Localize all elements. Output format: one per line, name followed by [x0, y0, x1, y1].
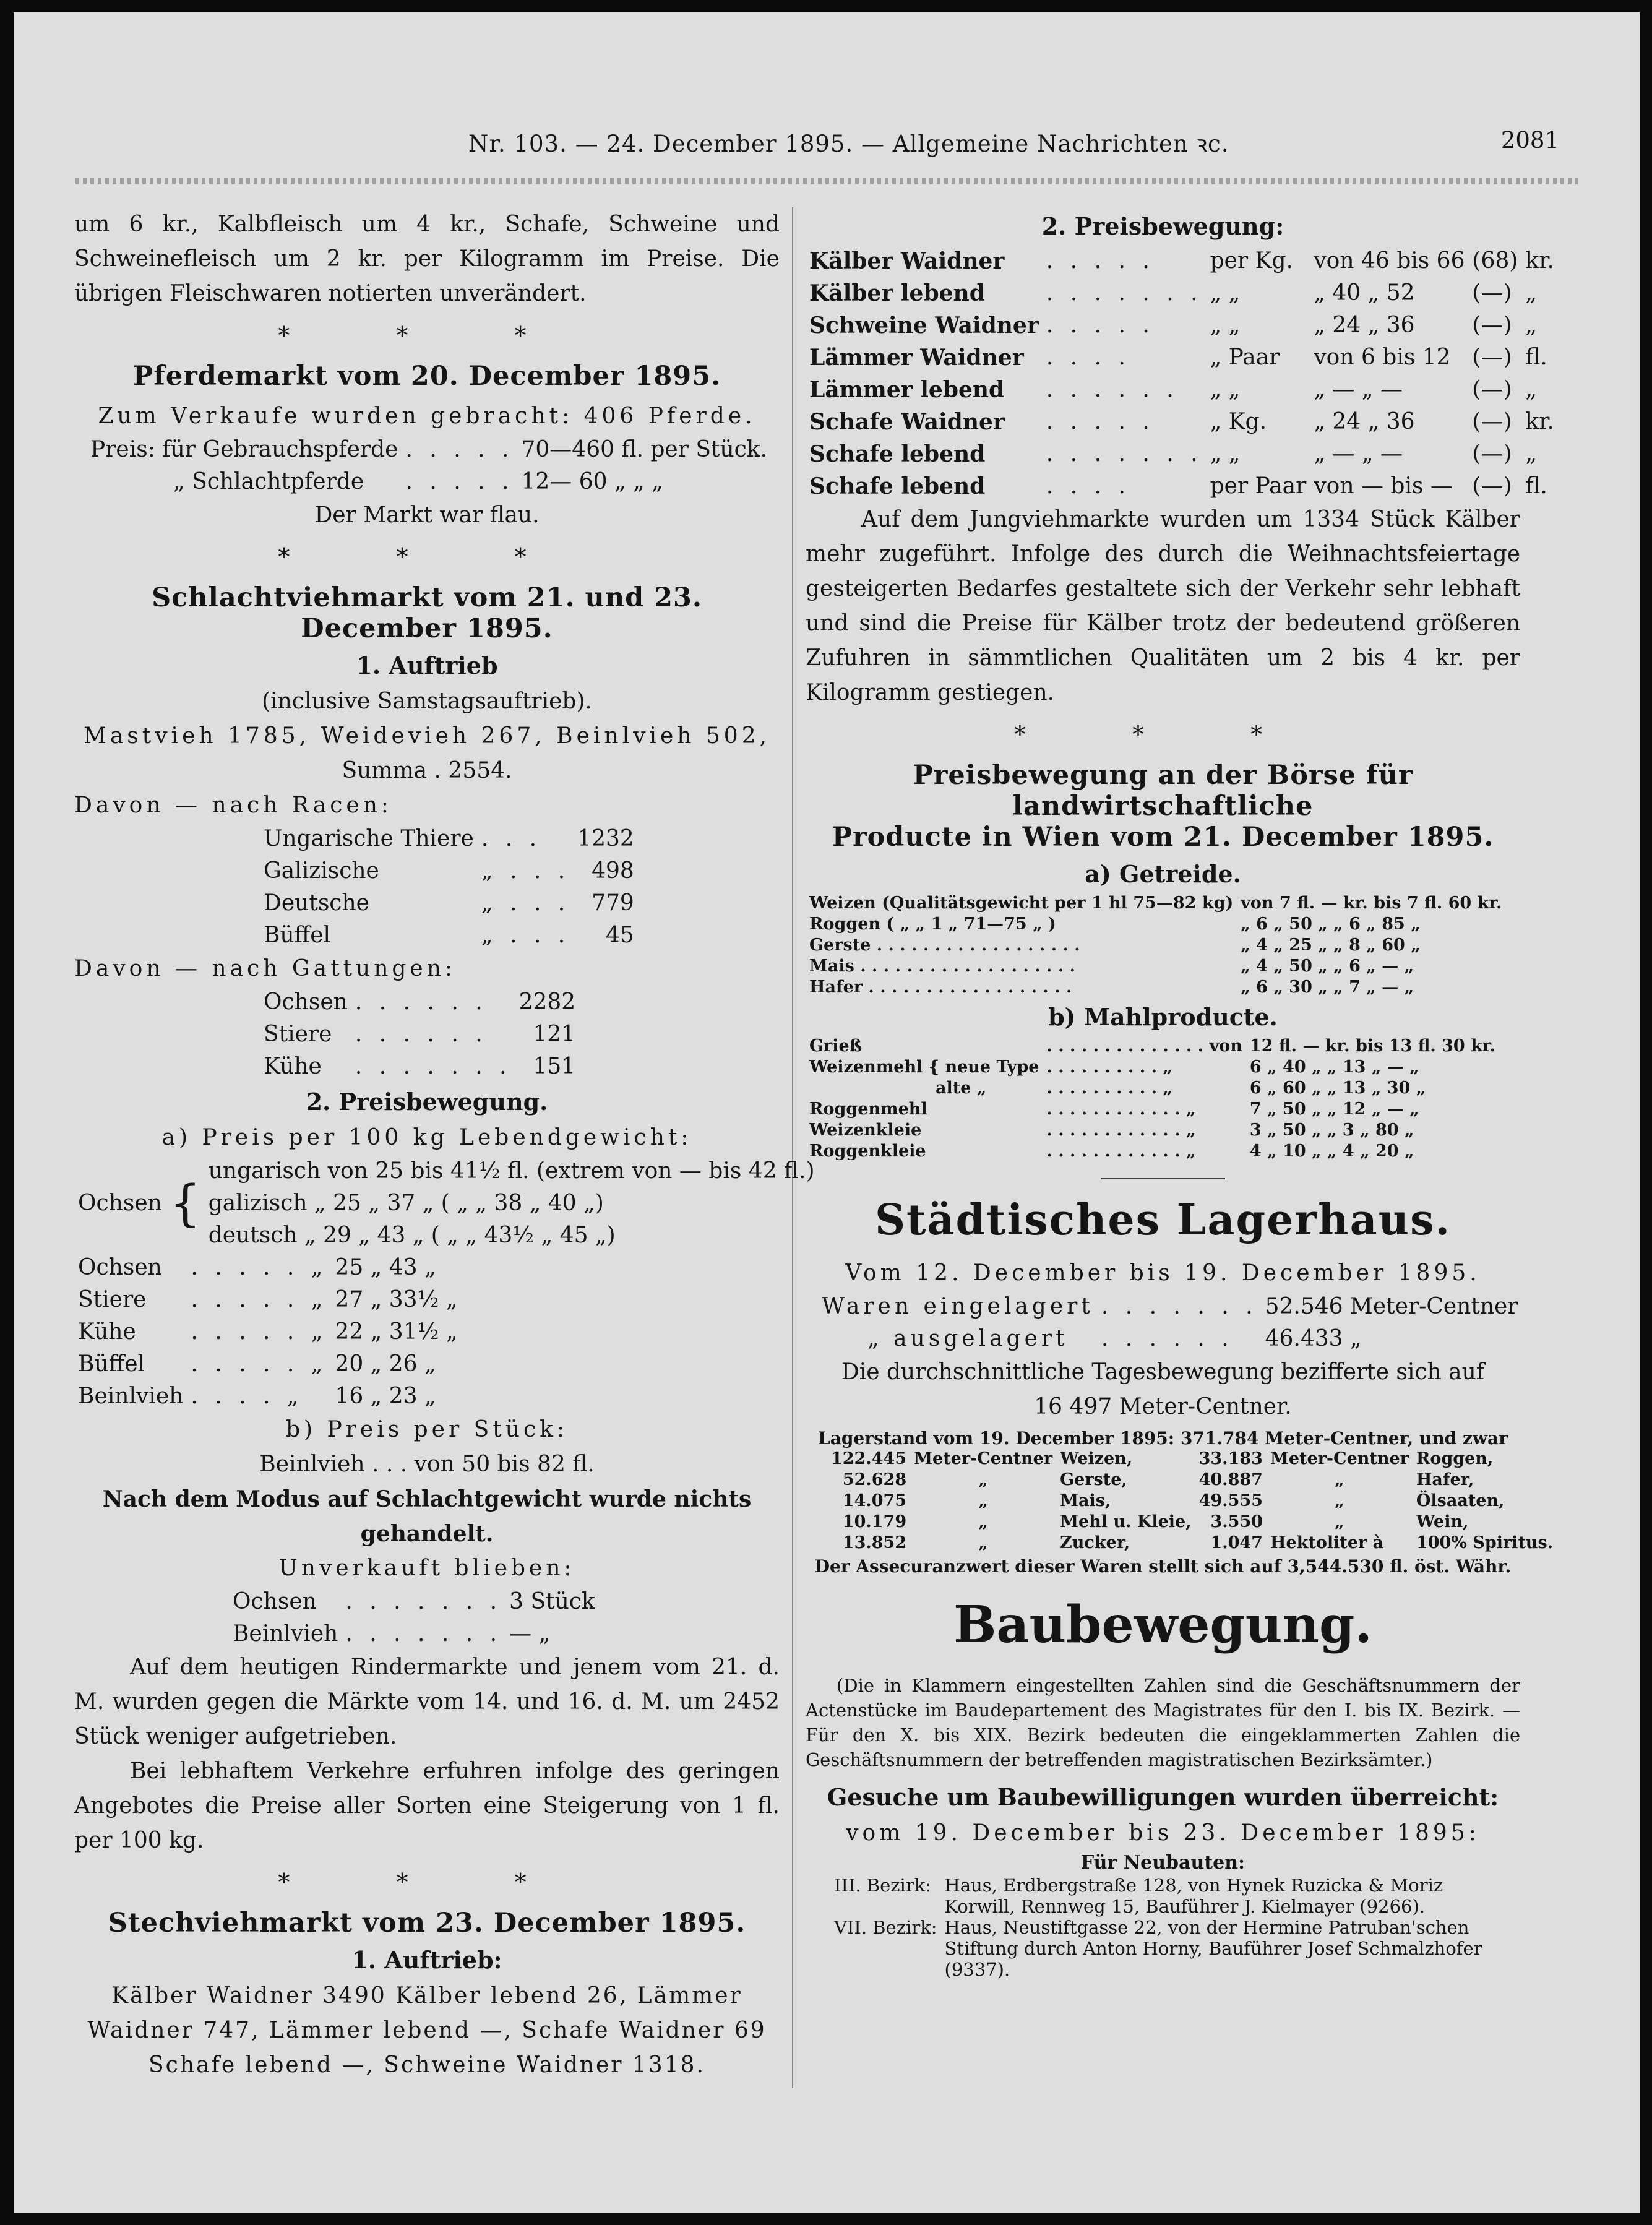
row-label: Kälber Waidner — [809, 248, 1005, 274]
row-label: Schafe lebend — [809, 441, 986, 467]
row-dots: . . . . . „ — [191, 1319, 328, 1345]
lagerstand-table — [827, 1448, 1557, 1554]
row-label: Roggen ( „ „ 1 „ 71—75 „ ) — [809, 915, 1056, 934]
row-currency: fl. — [1525, 473, 1547, 499]
getreide-table — [806, 893, 1505, 998]
row-dots: „ . . . — [481, 858, 570, 884]
modus-line: Nach dem Modus auf Schlachtgewicht wurde nichts gehandelt. — [102, 1486, 752, 1547]
row-value: 498 — [592, 858, 634, 884]
table-row — [827, 1448, 1557, 1470]
table-row — [74, 1348, 462, 1380]
row-value: 12— 60 „ „ „ — [521, 469, 663, 494]
stechvieh-title: Stechviehmarkt vom 23. December 1895. — [108, 1908, 746, 1939]
mastvieh-line: Mastvieh 1785, Weidevieh 267, Beinlvieh 502, — [83, 723, 771, 749]
assecuranz-line: Der Assecuranzwert dieser Waren stellt sich auf 3,544.530 fl. öst. Währ. — [814, 1556, 1512, 1577]
row-label: Kühe — [264, 1054, 322, 1079]
cell: „ — [978, 1533, 988, 1552]
unverkauft-table — [229, 1586, 599, 1650]
table-row — [806, 342, 1558, 374]
cell: 33.183 — [1198, 1449, 1263, 1468]
row-value: 151 — [533, 1054, 576, 1079]
table-row — [806, 977, 1505, 998]
cell: 13.852 — [842, 1533, 907, 1552]
row-label: Hafer . . . . . . . . . . . . . . . . . . — [809, 978, 1072, 997]
mahlproducte-heading: b) Mahlproducte. — [1048, 1003, 1278, 1031]
schlachtvieh-title: Schlachtviehmarkt vom 21. und 23. December 1895. — [152, 582, 702, 644]
row-dots: . . . . — [1046, 473, 1130, 499]
davon-racen: Davon — nach Racen: — [74, 793, 393, 818]
lagerhaus-table — [818, 1291, 1522, 1355]
row-value: 3 Stück — [509, 1589, 595, 1614]
row-range: „ — „ — — [1314, 441, 1403, 467]
row-dots: . . . . „ — [191, 1384, 304, 1409]
table-row — [806, 935, 1505, 956]
table-row — [806, 1057, 1499, 1078]
row-range: von — bis — — [1314, 473, 1453, 499]
table-row — [74, 1316, 462, 1348]
row-dots: . . . . . „ — [191, 1351, 328, 1377]
cell: 1.047 — [1210, 1533, 1263, 1552]
bezirk-entry: Haus, Neustiftgasse 22, von der Hermine Patruban'schen Stiftung durch Anton Horny, Bauführer Josef Schmalzhofer (9337). — [944, 1917, 1482, 1980]
table-row — [806, 406, 1558, 438]
lagerhaus-period: Vom 12. December bis 19. December 1895. — [845, 1260, 1481, 1286]
table-row — [827, 1470, 1557, 1491]
cell: Meter-Centner — [914, 1449, 1053, 1468]
row-dots: . . . . . „ — [191, 1255, 328, 1280]
table-row — [74, 1155, 819, 1187]
row-currency: „ — [1525, 377, 1538, 402]
summa-line: Summa . 2554. — [342, 758, 512, 783]
table-row — [806, 470, 1558, 502]
row-dots: „ . . . — [481, 890, 570, 916]
table-row — [806, 893, 1505, 914]
table-row — [806, 956, 1505, 977]
row-extreme: (68) — [1472, 248, 1518, 273]
row-extreme: (—) — [1472, 280, 1512, 306]
row-label: Stiere — [264, 1022, 332, 1047]
row-label: „ Schlachtpferde — [173, 469, 364, 494]
row-label: Kälber lebend — [809, 280, 985, 306]
table-row — [806, 245, 1558, 277]
left-column — [74, 207, 815, 2083]
ochsen-table — [74, 1155, 819, 1252]
preis-per-stueck: b) Preis per Stück: — [285, 1417, 569, 1442]
row-range: „ — „ — — [1314, 377, 1403, 402]
row-extreme: (—) — [1472, 409, 1512, 434]
cell: „ — [1335, 1512, 1344, 1531]
row-value: 4 „ 10 „ „ 4 „ 20 „ — [1249, 1142, 1414, 1161]
row-dots: . . . . . . . — [1101, 1294, 1258, 1319]
row-label: Ochsen — [78, 1255, 162, 1280]
table-row — [806, 374, 1558, 406]
table-row — [806, 438, 1558, 470]
cell: 52.628 — [842, 1470, 907, 1489]
row-dots: . . . . . — [405, 469, 514, 494]
table-row — [87, 434, 771, 466]
cell: „ — [978, 1512, 988, 1531]
row-currency: kr. — [1525, 409, 1554, 434]
row-unit: „ „ — [1210, 312, 1241, 338]
cell: 10.179 — [842, 1512, 907, 1531]
row-value: „ 6 „ 50 „ „ 6 „ 85 „ — [1241, 915, 1421, 934]
table-row — [806, 914, 1505, 935]
table-row — [806, 277, 1558, 309]
section-stars: * * * — [278, 322, 576, 349]
table-row — [806, 309, 1558, 342]
baubewegung-title: Baubewegung. — [953, 1595, 1372, 1655]
row-label: Ochsen — [264, 989, 348, 1015]
row-label: Preis: für Gebrauchspferde — [90, 437, 398, 462]
row-unit: „ „ — [1210, 377, 1241, 402]
row-dots: . . . — [481, 826, 542, 851]
table-row — [806, 1078, 1499, 1099]
row-label: Büffel — [78, 1351, 145, 1377]
table-row — [87, 466, 771, 498]
row-dots: . . . . . . — [355, 1022, 488, 1047]
beinlvieh-line: Beinlvieh . . . von 50 bis 82 fl. — [259, 1452, 595, 1477]
tagesbewegung-line1: Die durchschnittliche Tagesbewegung bezifferte sich auf — [841, 1359, 1485, 1385]
lagerstand-line: Lagerstand vom 19. December 1895: 371.784 Meter-Centner, und zwar — [818, 1428, 1508, 1448]
cell: Meter-Centner — [1270, 1449, 1409, 1468]
cell: Wein, — [1416, 1512, 1469, 1531]
table-row — [818, 1291, 1522, 1323]
section-rule — [1101, 1178, 1225, 1179]
ochsen-row: deutsch „ 29 „ 43 „ ( „ „ 43½ „ 45 „) — [208, 1223, 616, 1248]
row-label: Grieß — [809, 1036, 863, 1056]
table-row — [806, 1036, 1499, 1057]
row-label: Gerste . . . . . . . . . . . . . . . . . . — [809, 936, 1080, 955]
brace-icon: { — [169, 1174, 201, 1232]
gesuche-period: vom 19. December bis 23. December 1895: — [846, 1820, 1480, 1846]
cell: Ölsaaten, — [1416, 1491, 1505, 1510]
header-title: Nr. 103. — 24. December 1895. — Allgemeine Nachrichten ꝛc. — [468, 131, 1229, 157]
davon-gattungen: Davon — nach Gattungen: — [74, 956, 457, 981]
row-value: 2282 — [518, 989, 576, 1015]
cell: Zucker, — [1060, 1533, 1130, 1552]
bezirk-entry: Haus, Erdbergstraße 128, von Hynek Ruzicka & Moriz Korwill, Rennweg 15, Bauführer J. Kielmayer (9266). — [944, 1875, 1443, 1917]
row-range: von 6 bis 12 — [1314, 345, 1451, 370]
cell: Roggen, — [1416, 1449, 1494, 1468]
row-unit: per Paar — [1210, 473, 1307, 499]
stech-preis-heading: 2. Preisbewegung: — [1041, 212, 1284, 240]
neubauten-heading: Für Neubauten: — [1080, 1852, 1245, 1874]
auftrieb-heading: 1. Auftrieb — [356, 652, 498, 679]
row-currency: „ — [1525, 441, 1538, 467]
page-header — [82, 127, 1559, 183]
row-value: „ 4 „ 25 „ „ 8 „ 60 „ — [1241, 936, 1421, 955]
row-label: Deutsche — [264, 890, 369, 916]
row-label: Roggenmehl — [809, 1100, 927, 1119]
cell: 14.075 — [842, 1491, 907, 1510]
unverkauft-heading: Unverkauft blieben: — [278, 1556, 575, 1581]
cell: 3.550 — [1210, 1512, 1263, 1531]
rindermarkt-paragraph: Auf dem heutigen Rindermarkte und jenem vom 21. d. M. wurden gegen die Märkte vom 14. und 16. d. M. um 2452 Stück weniger aufgetrieben. — [74, 1655, 780, 1749]
table-row — [260, 986, 579, 1018]
row-currency: kr. — [1525, 248, 1554, 273]
getreide-heading: a) Getreide. — [1085, 860, 1241, 888]
row-dots: . . . . . . . — [1046, 441, 1203, 467]
row-value: „ 4 „ 50 „ „ 6 „ — „ — [1241, 957, 1414, 976]
row-dots: . . . . . . . . . . . . „ — [1046, 1100, 1196, 1119]
mahlproducte-table — [806, 1036, 1499, 1162]
row-value: 121 — [533, 1022, 576, 1047]
row-dots: . . . . . — [1046, 409, 1155, 434]
cell: „ — [978, 1470, 988, 1489]
cell: Gerste, — [1060, 1470, 1127, 1489]
row-label: Galizische — [264, 858, 379, 884]
row-dots: . . . . . . — [1046, 377, 1179, 402]
jungvieh-paragraph: Auf dem Jungviehmarkte wurden um 1334 Stück Kälber mehr zugeführt. Infolge des durch die Weihnachtsfeiertage gesteigerten Bedarfes gestaltete sich der Verkehr sehr lebhaft und sind die Preise für Kälber trotz der bedeutend größeren Zufuhren in sämmtlichen Qualitäten um 2 bis 4 kr. per Kilogramm gestiegen. — [806, 507, 1520, 705]
table-row — [806, 1120, 1499, 1141]
table-row — [260, 919, 638, 952]
bezirk-label: VII. Bezirk: — [834, 1917, 937, 1938]
ochsen-label: Ochsen — [78, 1190, 162, 1216]
pferdemarkt-title: Pferdemarkt vom 20. December 1895. — [132, 361, 721, 392]
row-label: Beinlvieh — [78, 1384, 184, 1409]
row-extreme: (—) — [1472, 345, 1512, 370]
row-value: 27 „ 33½ „ — [335, 1287, 458, 1312]
table-row — [229, 1618, 599, 1650]
verkehr-paragraph: Bei lebhaftem Verkehre erfuhren infolge des geringen Angebotes die Preise aller Sorten eine Steigerung von 1 fl. per 100 kg. — [74, 1758, 780, 1853]
section-stars: * * * — [278, 1869, 576, 1896]
market-closing: Der Markt war flau. — [314, 502, 540, 528]
table-row — [74, 1284, 462, 1316]
row-value: 7 „ 50 „ „ 12 „ — „ — [1249, 1100, 1419, 1119]
table-row — [74, 1380, 462, 1413]
table-row — [74, 1252, 462, 1284]
row-value: 779 — [592, 890, 634, 916]
stech-price-table — [806, 245, 1558, 502]
row-value: 6 „ 40 „ „ 13 „ — „ — [1249, 1057, 1419, 1077]
pferde-price-table — [87, 434, 771, 498]
table-row — [806, 1141, 1499, 1162]
row-label: Schafe Waidner — [809, 409, 1005, 435]
boerse-title-line2: Producte in Wien vom 21. December 1895. — [832, 822, 1494, 853]
row-label: Stiere — [78, 1287, 147, 1312]
cell: „ — [978, 1491, 988, 1510]
row-range: „ 24 „ 36 — [1314, 409, 1415, 434]
baubewegung-note: (Die in Klammern eingestellten Zahlen sind die Geschäftsnummern der Actenstücke im Baudepartement des Magistrates für den I. bis IX. Bezirk. — Für den X. bis XIX. Bezirk bedeuten die eingeklammerten Zahlen die Geschäftsnummern der betreffenden magistratischen Bezirksämter.) — [806, 1675, 1520, 1770]
cell: 49.555 — [1198, 1491, 1263, 1510]
row-unit: „ „ — [1210, 280, 1241, 306]
row-dots: . . . . . . . . . . . . „ — [1046, 1121, 1196, 1140]
row-label: Lämmer lebend — [809, 377, 1005, 403]
row-unit: per Kg. — [1210, 248, 1293, 273]
row-value: 46.433 „ — [1265, 1326, 1362, 1351]
row-dots: . . . . . . — [1101, 1326, 1234, 1351]
cell: Mehl u. Kleie, — [1060, 1512, 1192, 1531]
row-dots: . . . . — [1046, 345, 1130, 370]
ochsen-row: ungarisch von 25 bis 41½ fl. (extrem von — bis 42 fl.) — [208, 1158, 815, 1184]
column-divider — [792, 207, 793, 2088]
table-row — [260, 1051, 579, 1083]
row-label: Weizenkleie — [809, 1121, 922, 1140]
table-row — [260, 1018, 579, 1051]
row-value: 1232 — [577, 826, 634, 851]
row-dots: . . . . . „ — [191, 1287, 328, 1312]
row-label: „ ausgelagert — [867, 1326, 1069, 1351]
row-dots: . . . . . — [1046, 312, 1155, 338]
section-stars: * * * — [1013, 721, 1312, 748]
row-dots: . . . . . . . . . . . . . . von — [1046, 1036, 1242, 1056]
table-row — [827, 1491, 1557, 1512]
row-label: Kühe — [78, 1319, 136, 1345]
table-row — [830, 1875, 1505, 1917]
price-table — [74, 1252, 462, 1413]
cell: Weizen, — [1060, 1449, 1133, 1468]
row-value: 12 fl. — kr. bis 13 fl. 30 kr. — [1249, 1036, 1495, 1056]
row-dots: . . . . . . . — [345, 1621, 502, 1646]
newspaper-page — [14, 12, 1640, 2213]
row-label: Ungarische Thiere — [264, 826, 474, 851]
row-value: von 7 fl. — kr. bis 7 fl. 60 kr. — [1241, 893, 1502, 913]
ochsen-row: galizisch „ 25 „ 37 „ ( „ „ 38 „ 40 „) — [208, 1190, 604, 1216]
row-value: 25 „ 43 „ — [335, 1255, 436, 1280]
table-row — [260, 823, 638, 855]
right-column — [806, 207, 1554, 1980]
row-dots: . . . . . . . . . . „ — [1046, 1078, 1172, 1098]
row-unit: „ „ — [1210, 441, 1241, 467]
row-currency: „ — [1525, 280, 1538, 306]
row-label: Waren eingelagert — [822, 1294, 1094, 1319]
cell: Mais, — [1060, 1491, 1111, 1510]
bezirk-label: III. Bezirk: — [834, 1875, 932, 1896]
row-label: Weizenmehl { neue Type — [809, 1057, 1039, 1077]
row-value: — „ — [509, 1621, 551, 1646]
row-range: „ 40 „ 52 — [1314, 280, 1415, 306]
cell: „ — [1335, 1470, 1344, 1489]
row-extreme: (—) — [1472, 312, 1512, 338]
row-label: Schweine Waidner — [809, 312, 1039, 338]
table-row — [830, 1917, 1505, 1980]
row-dots: . . . . . . . . . . „ — [1046, 1057, 1172, 1077]
row-dots: . . . . . . . — [1046, 280, 1203, 306]
row-dots: . . . . . . — [355, 989, 488, 1015]
row-currency: fl. — [1525, 345, 1547, 370]
row-label: Roggenkleie — [809, 1142, 926, 1161]
row-label: Beinlvieh — [233, 1621, 338, 1646]
preisbewegung-heading: 2. Preisbewegung. — [306, 1088, 548, 1116]
table-row — [818, 1323, 1522, 1355]
table-row — [827, 1512, 1557, 1533]
neubauten-table — [830, 1875, 1505, 1980]
row-label: alte „ — [936, 1078, 987, 1098]
row-currency: „ — [1525, 312, 1538, 338]
row-unit: „ Paar — [1210, 345, 1280, 370]
lagerhaus-title: Städtisches Lagerhaus. — [874, 1195, 1452, 1245]
cell: Hafer, — [1416, 1470, 1474, 1489]
page-number: 2081 — [1500, 127, 1559, 153]
gesuche-heading: Gesuche um Baubewilligungen wurden überreicht: — [827, 1783, 1499, 1811]
row-range: von 46 bis 66 — [1314, 248, 1465, 273]
cell: 40.887 — [1198, 1470, 1263, 1489]
cell: 122.445 — [831, 1449, 907, 1468]
cell: 100% Spiritus. — [1416, 1533, 1554, 1552]
row-value: 22 „ 31½ „ — [335, 1319, 458, 1345]
row-label: Lämmer Waidner — [809, 345, 1024, 371]
header-rule — [75, 178, 1578, 184]
row-label: Ochsen — [233, 1589, 317, 1614]
racen-table — [260, 823, 638, 952]
row-value: 16 „ 23 „ — [335, 1384, 436, 1409]
stech-auftrieb-heading: 1. Auftrieb: — [351, 1946, 502, 1974]
row-label: Weizen (Qualitätsgewicht per 1 hl 75—82 kg) — [809, 893, 1234, 913]
tagesbewegung-line2: 16 497 Meter-Centner. — [1034, 1394, 1292, 1419]
table-row — [260, 855, 638, 887]
table-row — [229, 1586, 599, 1618]
row-label: Schafe lebend — [809, 473, 986, 499]
table-row — [260, 887, 638, 919]
auftrieb-note: (inclusive Samstagsauftrieb). — [262, 689, 592, 714]
row-dots: . . . . . . . . . . . . „ — [1046, 1142, 1196, 1161]
row-value: 52.546 Meter-Centner — [1265, 1294, 1518, 1319]
pferdemarkt-line: Zum Verkaufe wurden gebracht: 406 Pferde. — [98, 403, 756, 429]
preis-lebendgewicht: a) Preis per 100 kg Lebendgewicht: — [161, 1125, 692, 1150]
row-label: Büffel — [264, 923, 331, 948]
row-extreme: (—) — [1472, 473, 1512, 499]
row-dots: . . . . . . . — [345, 1589, 502, 1614]
row-value: 20 „ 26 „ — [335, 1351, 436, 1377]
row-dots: . . . . . — [405, 437, 514, 462]
row-range: „ 24 „ 36 — [1314, 312, 1415, 338]
section-stars: * * * — [278, 543, 576, 570]
row-dots: „ . . . — [481, 923, 570, 948]
row-label: Mais . . . . . . . . . . . . . . . . . . . — [809, 957, 1076, 976]
table-row — [827, 1533, 1557, 1554]
cell: „ — [1335, 1491, 1344, 1510]
row-value: 6 „ 60 „ „ 13 „ 30 „ — [1249, 1078, 1426, 1098]
table-row — [806, 1099, 1499, 1120]
cell: Hektoliter à — [1270, 1533, 1384, 1552]
row-unit: „ Kg. — [1210, 409, 1267, 434]
intro-paragraph: um 6 kr., Kalbfleisch um 4 kr., Schafe, Schweine und Schweinefleisch um 2 kr. per Kilogramm im Preise. Die übrigen Fleischwaren notierten unverändert. — [74, 212, 780, 306]
row-extreme: (—) — [1472, 441, 1512, 467]
row-value: 70—460 fl. per Stück. — [521, 437, 768, 462]
stech-auftrieb-text: Kälber Waidner 3490 Kälber lebend 26, Lämmer Waidner 747, Lämmer lebend —, Schafe Waidner 69 Schafe lebend —, Schweine Waidner 1318. — [87, 1983, 767, 2078]
row-dots: . . . . . — [1046, 248, 1155, 273]
boerse-title-line1: Preisbewegung an der Börse für landwirtschaftliche — [913, 760, 1413, 822]
row-extreme: (—) — [1472, 377, 1512, 402]
row-value: „ 6 „ 30 „ „ 7 „ — „ — [1241, 978, 1414, 997]
row-value: 45 — [605, 923, 634, 948]
row-dots: . . . . . . . — [355, 1054, 512, 1079]
row-value: 3 „ 50 „ „ 3 „ 80 „ — [1249, 1121, 1414, 1140]
gattungen-table — [260, 986, 579, 1083]
